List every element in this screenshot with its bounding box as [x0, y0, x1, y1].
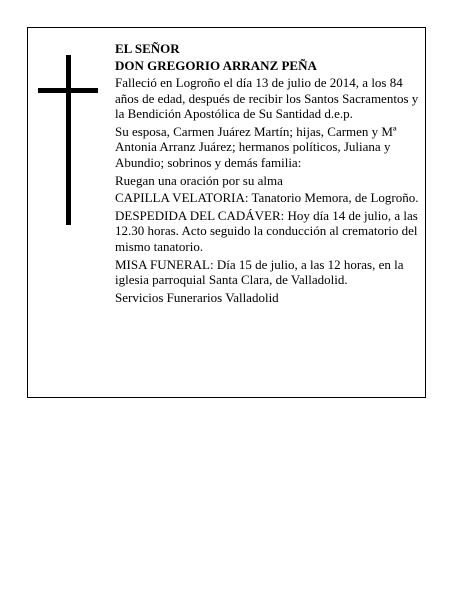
family-paragraph: Su esposa, Carmen Juárez Martín; hijas, Carmen y Mª Antonia Arranz Juárez; hermanos políticos, Juliana y Abundio; sobrinos y demás familia: — [115, 123, 397, 170]
cross-vertical-bar — [66, 55, 71, 225]
funeral-services-line: Servicios Funerarios Valladolid — [115, 289, 279, 305]
prayer-line: Ruegan una oración por su alma — [115, 172, 283, 188]
chapel-paragraph: CAPILLA VELATORIA: Tanatorio Memora, de Logroño. — [115, 190, 419, 206]
cross-horizontal-bar — [38, 88, 98, 93]
obituary-text — [115, 40, 423, 305]
mass-paragraph: MISA FUNERAL: Día 15 de julio, a las 12 horas, en la iglesia parroquial Santa Clara, de Valladolid. — [115, 256, 404, 288]
death-paragraph: Falleció en Logroño el día 13 de julio de 2014, a los 84 años de edad, después de recibir los Santos Sacramentos y la Bendición Apostólica de Su Santidad d.e.p. — [115, 75, 419, 122]
deceased-name: DON GREGORIO ARRANZ PEÑA — [115, 58, 317, 73]
cross-icon — [38, 55, 98, 225]
obituary-notice — [27, 27, 426, 398]
farewell-paragraph: DESPEDIDA DEL CADÁVER: Hoy día 14 de julio, a las 12.30 horas. Acto seguido la conducción al crematorio del mismo tanatorio. — [115, 207, 418, 254]
title-line-1: EL SEÑOR — [115, 41, 180, 56]
